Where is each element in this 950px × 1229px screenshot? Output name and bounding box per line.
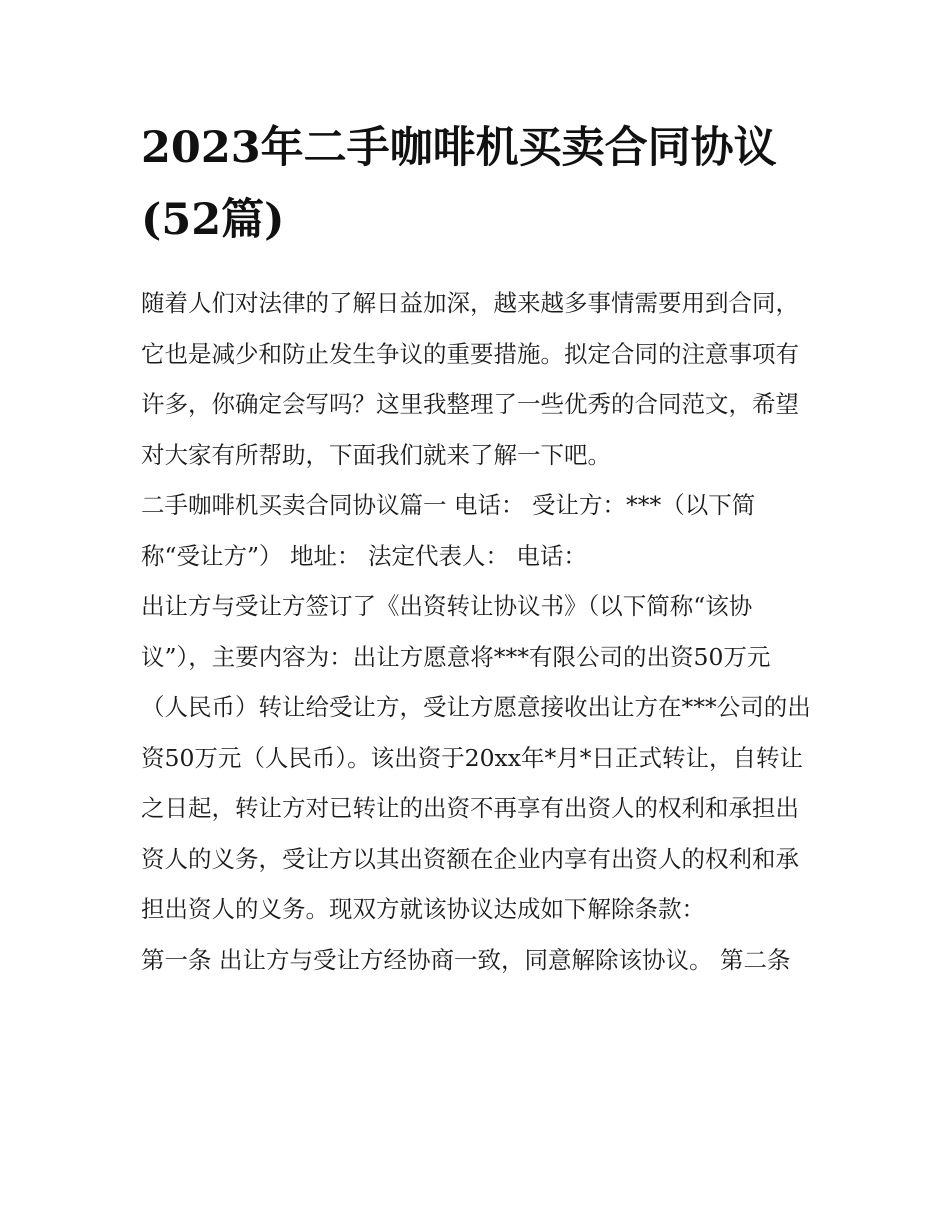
agreement-paragraph: 出让方与受让方签订了《出资转让协议书》（以下简称“该协议”），主要内容为：出让方愿意将***有限公司的出资50万元（人民币）转让给受让方，受让方愿意接收出让方在***公司的出资50万元（人民币）。该出资于20xx年*月*日正式转让，自转让之日起，转让方对已转让的出资不再享有出资人的权利和承担出资人的义务，受让方以其出资额在企业内享有出资人的权利和承担出资人的义务。现双方就该协议达成如下解除条款： [141, 592, 811, 923]
article-paragraph: 第一条 出让方与受让方经协商一致，同意解除该协议。 第二条 [141, 945, 791, 974]
parties-paragraph: 二手咖啡机买卖合同协议篇一 电话： 受让方：***（以下简称“受让方”） 地址： 法定代表人： 电话： [141, 491, 756, 570]
document-body [141, 112, 813, 985]
intro-paragraph: 随着人们对法律的了解日益加深，越来越多事情需要用到合同，它也是减少和防止发生争议的重要措施。拟定合同的注意事项有许多，你确定会写吗？这里我整理了一些优秀的合同范文，希望对大家有所帮助，下面我们就来了解一下吧。 [141, 289, 799, 469]
document-title: 2023年二手咖啡机买卖合同协议(52篇) [141, 123, 777, 245]
